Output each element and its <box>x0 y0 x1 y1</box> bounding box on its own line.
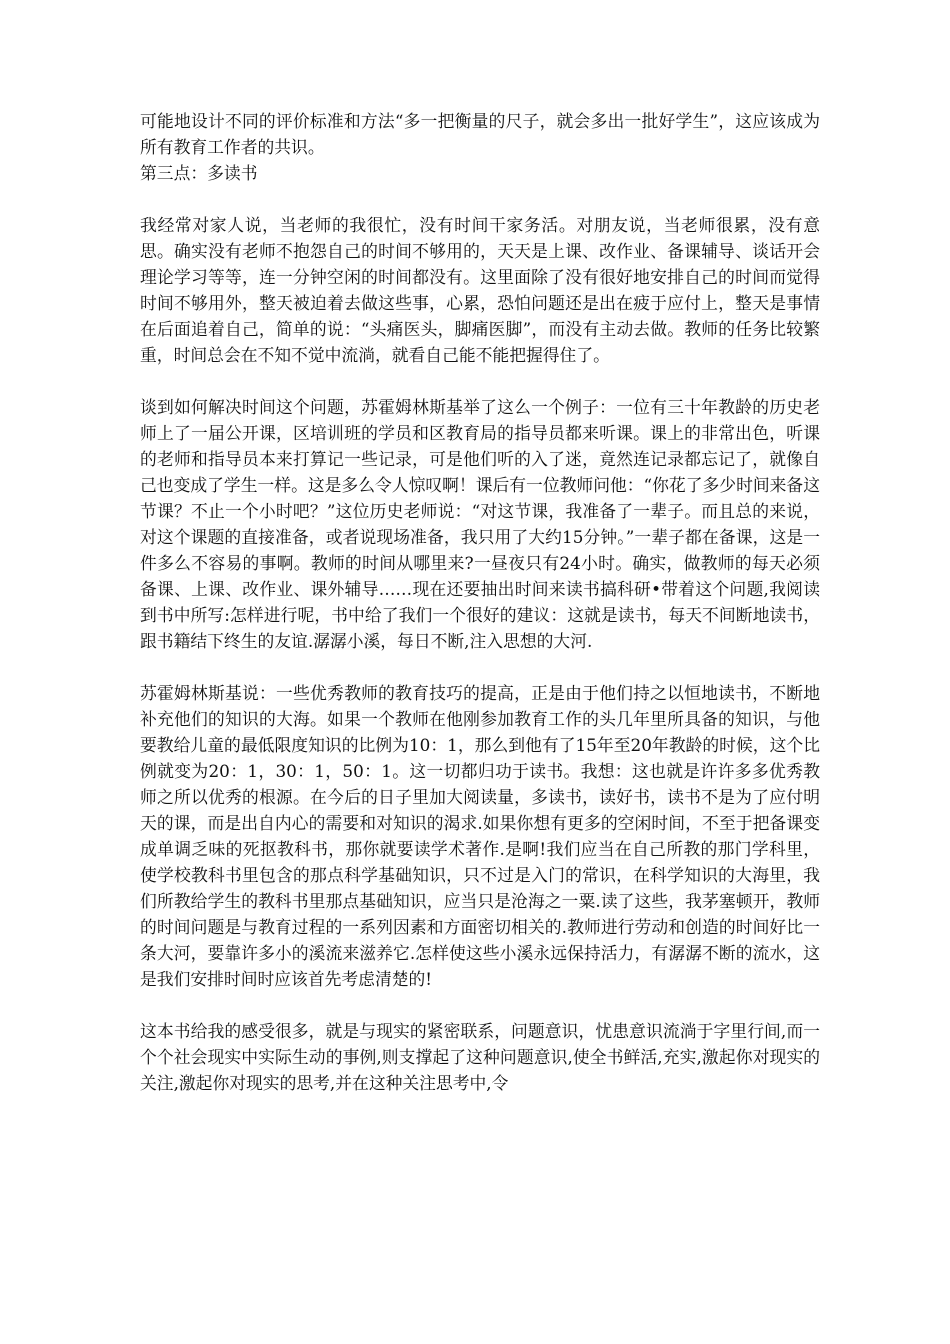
paragraph-conclusion: 这本书给我的感受很多，就是与现实的紧密联系，问题意识，忧患意识流淌于字里行间,而一个个社会现实中实际生动的事例,则支撑起了这种问题意识,使全书鲜活,充实,激起你对现实的关注,激起你对现实的思考,并在这种关注思考中,令 <box>140 1021 820 1093</box>
paragraph-reading: 苏霍姆林斯基说：一些优秀教师的教育技巧的提高，正是由于他们持之以恒地读书，不断地补充他们的知识的大海。如果一个教师在他刚参加教育工作的头几年里所具备的知识，与他要教给儿童的最低限度知识的比例为10：1，那么到他有了15年至20年教龄的时候，这个比例就变为20：1，30：1，50：1。这一切都归功于读书。我想：这也就是许许多多优秀教师之所以优秀的根源。在今后的日子里加大阅读量，多读书，读好书，读书不是为了应付明天的课，而是出自内心的需要和对知识的渴求.如果你想有更多的空闲时间，不至于把备课变成单调乏味的死抠教科书，那你就要读学术著作.是啊!我们应当在自己所教的那门学科里，使学校教科书里包含的那点科学基础知识，只不过是入门的常识，在科学知识的大海里，我们所教给学生的教科书里那点基础知识，应当只是沧海之一粟.读了这些，我茅塞顿开，教师的时间问题是与教育过程的一系列因素和方面密切相关的.教师进行劳动和创造的时间好比一条大河，要靠许多小的溪流来滋养它.怎样使这些小溪永远保持活力，有潺潺不断的流水，这是我们安排时间时应该首先考虑清楚的! <box>140 683 820 989</box>
paragraph-time-example: 谈到如何解决时间这个问题，苏霍姆林斯基举了这么一个例子：一位有三十年教龄的历史老师上了一届公开课，区培训班的学员和区教育局的指导员都来听课。课上的非常出色，听课的老师和指导员本来打算记一些记录，可是他们听的入了迷，竟然连记录都忘记了，就像自己也变成了学生一样。这是多么令人惊叹啊！课后有一位教师问他：“你花了多少时间来备这节课？不止一个小时吧？”这位历史老师说：“对这节课，我准备了一辈子。而且总的来说，对这个课题的直接准备，或者说现场准备，我只用了大约15分钟。”一辈子都在备课，这是一件多么不容易的事啊。教师的时间从哪里来?一昼夜只有24小时。确实，做教师的每天必须备课、上课、改作业、课外辅导……现在还要抽出时间来读书搞科研•带着这个问题,我阅读到书中所写:怎样进行呢，书中给了我们一个很好的建议：这就是读书，每天不间断地读书，跟书籍结下终生的友谊.潺潺小溪，每日不断,注入思想的大河. <box>140 397 820 651</box>
document-page <box>140 108 820 1096</box>
paragraph-intro: 可能地设计不同的评价标准和方法“多一把衡量的尺子，就会多出一批好学生”，这应该成为所有教育工作者的共识。 <box>140 111 820 157</box>
section-heading: 第三点：多读书 <box>140 163 258 183</box>
paragraph-busy-teacher: 我经常对家人说，当老师的我很忙，没有时间干家务活。对朋友说，当老师很累，没有意思。确实没有老师不抱怨自己的时间不够用的，天天是上课、改作业、备课辅导、谈话开会理论学习等等，连一分钟空闲的时间都没有。这里面除了没有很好地安排自己的时间而觉得时间不够用外，整天被迫着去做这些事，心累，恐怕问题还是出在疲于应付上，整天是事情在后面追着自己，简单的说：“头痛医头，脚痛医脚”，而没有主动去做。教师的任务比较繁重，时间总会在不知不觉中流淌，就看自己能不能把握得住了。 <box>140 215 820 365</box>
